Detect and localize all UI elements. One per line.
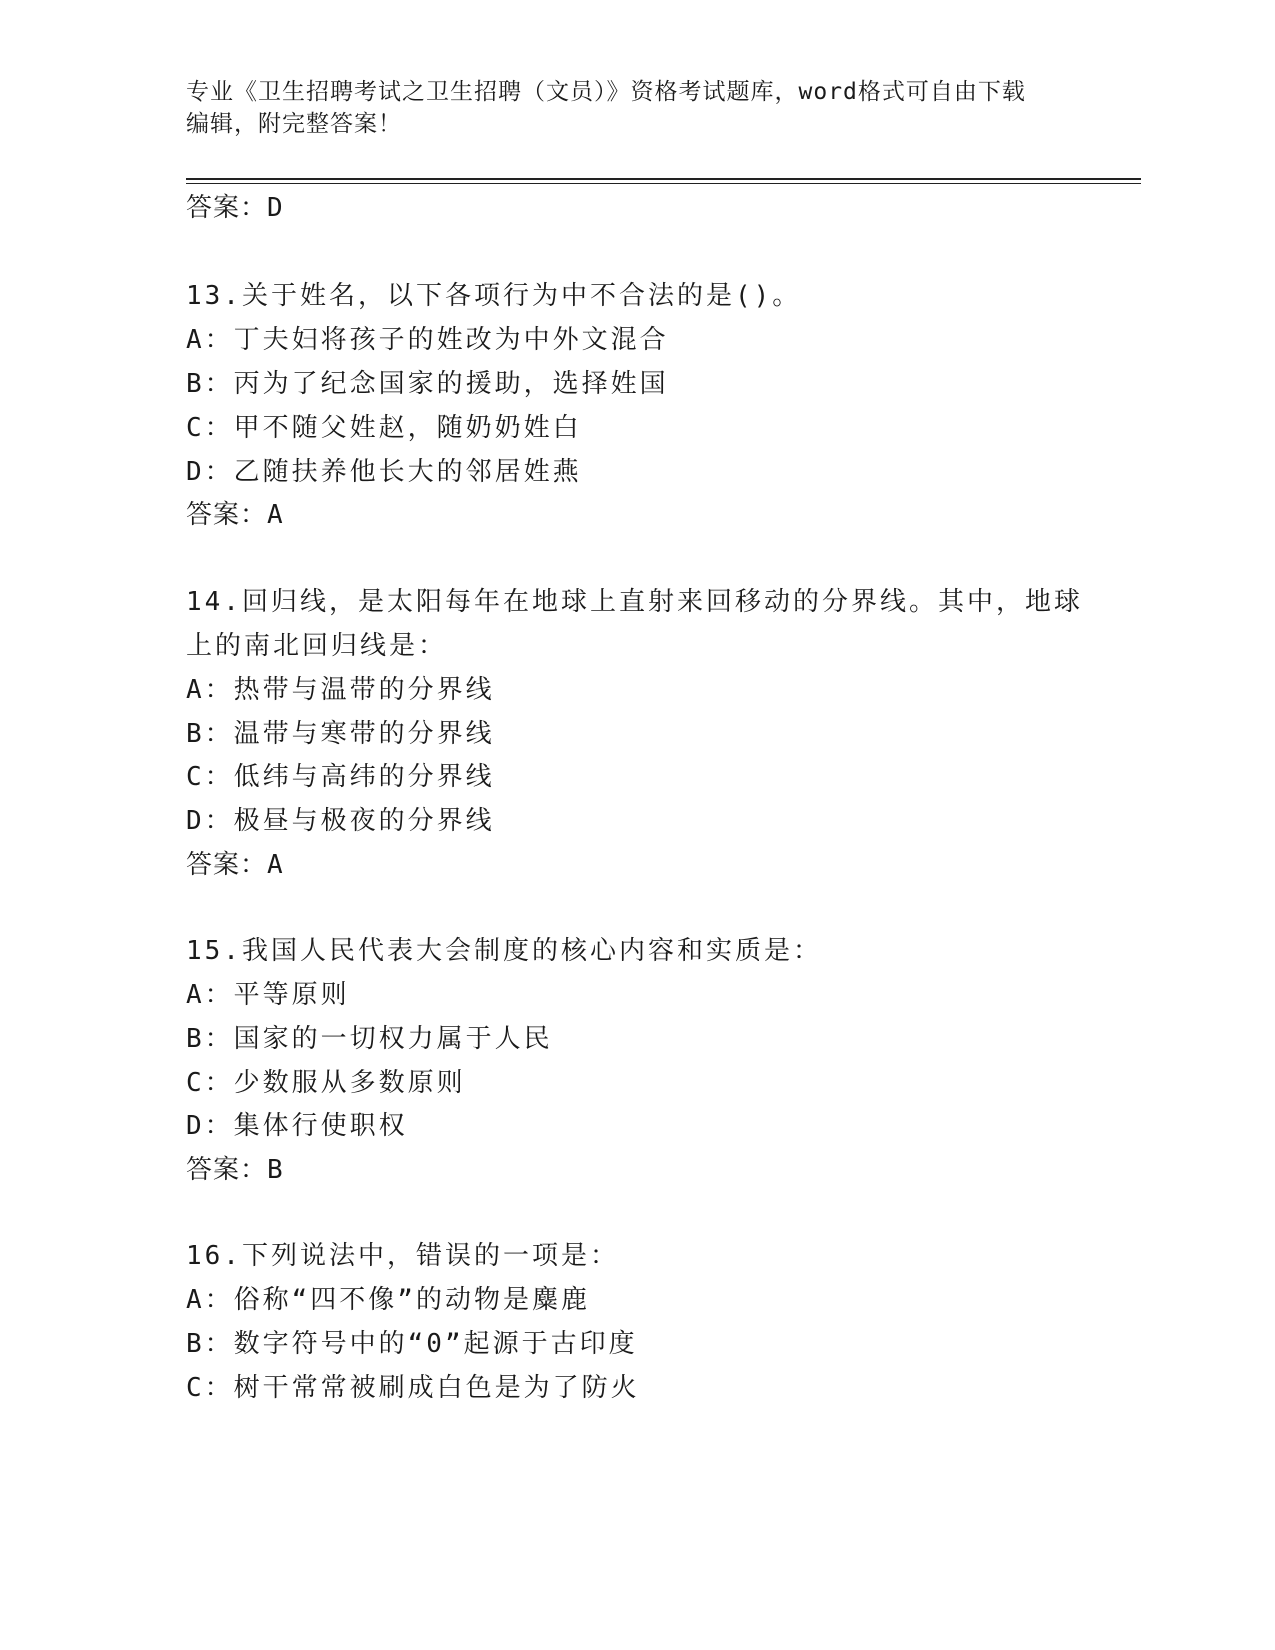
question-16-option-c: C：树干常常被刷成白色是为了防火 <box>186 1373 640 1403</box>
question-13-option-c: C：甲不随父姓赵，随奶奶姓白 <box>186 413 582 443</box>
question-15-option-a: A：平等原则 <box>186 980 350 1010</box>
question-16-option-b: B：数字符号中的“0”起源于古印度 <box>186 1329 638 1359</box>
question-15-answer: 答案：B <box>186 1155 284 1185</box>
question-13-option-a: A：丁夫妇将孩子的姓改为中外文混合 <box>186 325 669 355</box>
question-14-answer: 答案：A <box>186 850 284 880</box>
question-14-option-c: C：低纬与高纬的分界线 <box>186 762 495 792</box>
question-14-option-b: B：温带与寒带的分界线 <box>186 719 495 749</box>
question-16-option-a: A：俗称“四不像”的动物是麋鹿 <box>186 1285 590 1315</box>
question-13-option-d: D：乙随扶养他长大的邻居姓燕 <box>186 457 582 487</box>
question-13-answer: 答案：A <box>186 500 284 530</box>
question-14-text-line-1: 14.回归线，是太阳每年在地球上直射来回移动的分界线。其中，地球 <box>186 587 1083 617</box>
question-13-option-b: B：丙为了纪念国家的援助，选择姓国 <box>186 369 669 399</box>
document-header <box>186 76 1086 140</box>
question-14-option-d: D：极昼与极夜的分界线 <box>186 806 495 836</box>
header-line-2: 编辑，附完整答案！ <box>186 111 402 137</box>
question-15-option-c: C：少数服从多数原则 <box>186 1068 466 1098</box>
header-line-1: 专业《卫生招聘考试之卫生招聘（文员）》资格考试题库，word格式可自由下载 <box>186 79 1026 105</box>
question-15-text: 15.我国人民代表大会制度的核心内容和实质是： <box>186 936 822 966</box>
header-divider-thin <box>186 183 1141 184</box>
question-14-text-line-2: 上的南北回归线是： <box>186 631 448 661</box>
question-16-text: 16.下列说法中，错误的一项是： <box>186 1241 619 1271</box>
question-14-option-a: A：热带与温带的分界线 <box>186 675 495 705</box>
question-15-option-b: B：国家的一切权力属于人民 <box>186 1024 553 1054</box>
previous-answer: 答案：D <box>186 193 284 223</box>
header-divider-thick <box>186 178 1141 180</box>
question-13-text: 13.关于姓名，以下各项行为中不合法的是()。 <box>186 281 802 311</box>
question-15-option-d: D：集体行使职权 <box>186 1111 408 1141</box>
